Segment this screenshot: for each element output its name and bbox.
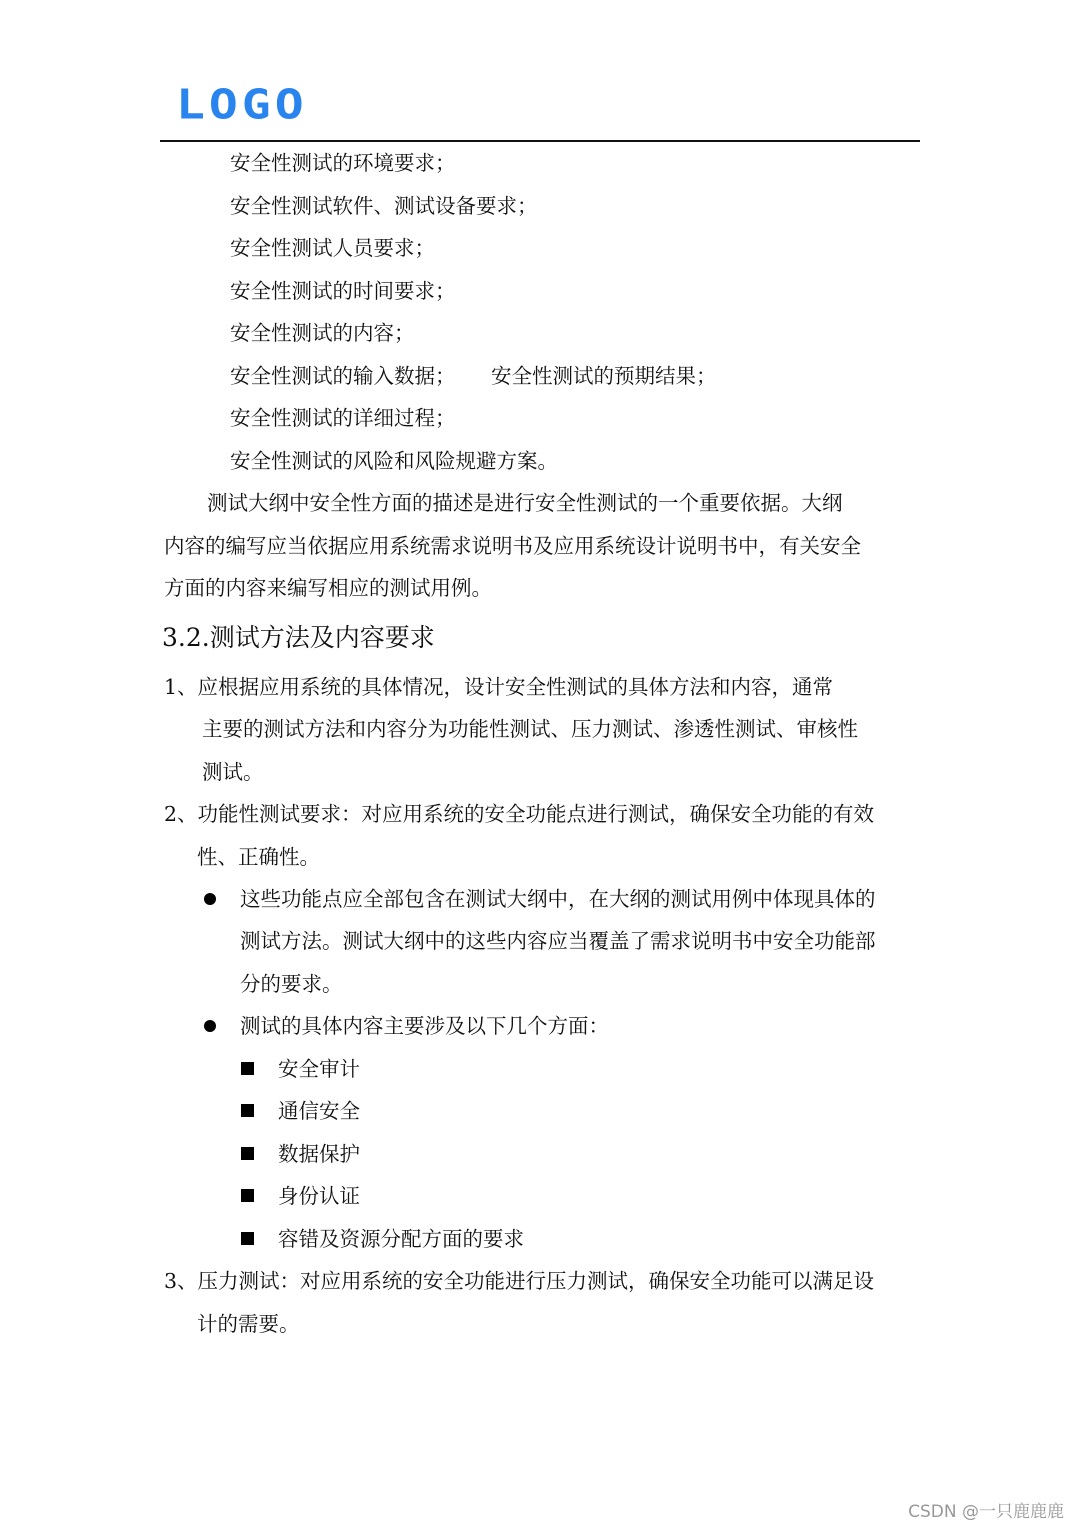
bullet-icon [204,893,216,905]
watermark: CSDN @一只鹿鹿鹿 [908,1502,1064,1522]
square-bullet-icon [241,1232,254,1245]
item-line: 主要的测试方法和内容分为功能性测试、压力测试、渗透性测试、审核性 [202,717,858,741]
section-heading: 3.2.测试方法及内容要求 [162,623,435,652]
item-line: 3、压力测试：对应用系统的安全功能进行压力测试，确保安全功能可以满足设 [164,1269,875,1293]
bullet-line: 分的要求。 [240,972,343,996]
item-line: 性、正确性。 [197,845,320,869]
list-item: 安全性测试人员要求； [230,236,435,260]
paragraph-line: 方面的内容来编写相应的测试用例。 [164,576,492,600]
sub-item: 安全审计 [278,1057,360,1081]
list-item: 安全性测试的环境要求； [230,151,456,175]
bullet-line: 测试的具体内容主要涉及以下几个方面： [240,1014,609,1038]
square-bullet-icon [241,1189,254,1202]
bullet-line: 这些功能点应全部包含在测试大纲中，在大纲的测试用例中体现具体的 [240,887,876,911]
list-item: 安全性测试的风险和风险规避方案。 [230,449,558,473]
paragraph-line: 测试大纲中安全性方面的描述是进行安全性测试的一个重要依据。大纲 [207,491,843,515]
list-item: 安全性测试的预期结果； [491,364,717,388]
logo: LOGO [176,80,308,129]
sub-item: 容错及资源分配方面的要求 [278,1227,524,1251]
item-line: 2、功能性测试要求：对应用系统的安全功能点进行测试，确保安全功能的有效 [164,802,875,826]
sub-item: 通信安全 [278,1099,360,1123]
header-divider [160,140,920,142]
sub-item: 数据保护 [278,1142,360,1166]
bullet-icon [204,1020,216,1032]
item-line: 1、应根据应用系统的具体情况，设计安全性测试的具体方法和内容，通常 [164,675,834,699]
square-bullet-icon [241,1104,254,1117]
bullet-line: 测试方法。测试大纲中的这些内容应当覆盖了需求说明书中安全功能部 [240,929,876,953]
sub-item: 身份认证 [278,1184,360,1208]
item-line: 测试。 [202,760,264,784]
item-line: 计的需要。 [197,1312,300,1336]
paragraph-line: 内容的编写应当依据应用系统需求说明书及应用系统设计说明书中，有关安全 [164,534,861,558]
list-item: 安全性测试的内容； [230,321,415,345]
list-item: 安全性测试的详细过程； [230,406,456,430]
square-bullet-icon [241,1062,254,1075]
list-item: 安全性测试软件、测试设备要求； [230,194,538,218]
square-bullet-icon [241,1147,254,1160]
list-item: 安全性测试的输入数据； [230,364,456,388]
list-item: 安全性测试的时间要求； [230,279,456,303]
